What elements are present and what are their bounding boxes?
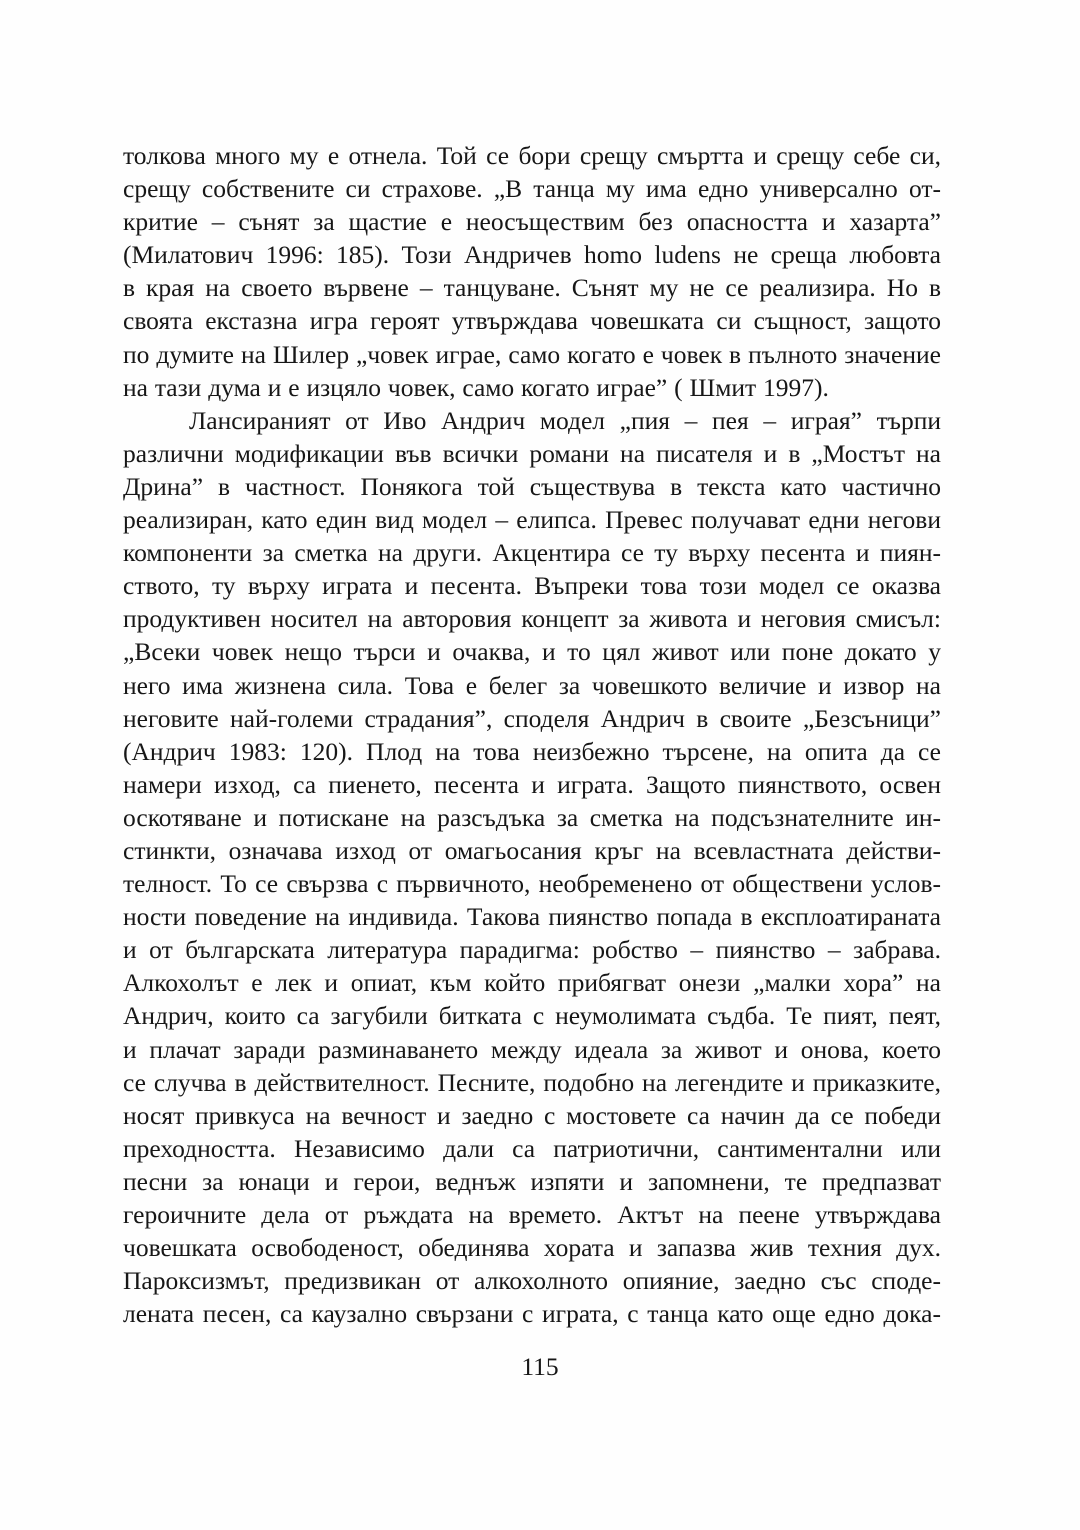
text-line: на тази дума и е изцяло човек, само когато играе” ( Шмит 1997). (123, 372, 829, 402)
text-line: оскотяване и потискане на разсъдъка за сметка на подсъзнателните ин- (123, 802, 941, 832)
text-line: реализиран, като един вид модел – елипса. Превес получават едни негови (123, 505, 941, 535)
text-line: него има жизнена сила. Това е белег за човешкото величие и извор на (123, 670, 941, 700)
text-line: в края на своето вървене – танцуване. Сънят му не се реализира. Но в (123, 273, 941, 303)
text-line: неговите най-големи страдания”, споделя Андрич в своите „Безсъници” (123, 703, 941, 733)
text-line: толкова много му е отнела. Той се бори срещу смъртта и срещу себе си, (123, 141, 941, 170)
paragraph (123, 139, 941, 404)
text-line: ството, ту върху играта и песента. Въпреки това този модел се оказва (123, 571, 941, 601)
text-line: героичните дела от ръждата на времето. Актът на пеене утвърждава (123, 1200, 941, 1229)
text-line: и от българската литература парадигма: робство – пиянство – забрава. (123, 935, 941, 965)
text-line: „Всеки човек нещо търси и очаква, и то цял живот или поне докато у (123, 637, 941, 667)
text-line: своята екстазна игра героят утвърждава човешката си същност, защото (123, 306, 941, 336)
text-line: телност. То се свързва с първичното, необременено от обществени услов- (123, 869, 941, 899)
text-line: преходността. Независимо дали са патриотични, сантиментални или (123, 1133, 941, 1163)
text-block (123, 139, 941, 1330)
text-line: Андрич, които са загубили битката с неумолимата съдба. Те пият, пеят, (123, 1001, 941, 1031)
text-line: компоненти за сметка на други. Акцентира се ту върху песента и пиян- (123, 538, 941, 568)
text-line: Пароксизмът, предизвикан от алкохолното опияние, заедно със споде- (123, 1266, 941, 1296)
text-line: лената песен, са каузално свързани с играта, с танца като още едно дока- (123, 1299, 941, 1329)
text-line: песни за юнаци и герои, веднъж изпяти и запомнени, те предпазват (123, 1166, 941, 1196)
text-line: ности поведение на индивида. Такова пиянство попада в експлоатираната (123, 902, 941, 932)
text-line: намери изход, са пиенето, песента и играта. Защото пиянството, освен (123, 769, 941, 799)
text-line: носят привкуса на вечност и заедно с мостовете са начин да се победи (123, 1100, 941, 1130)
text-line: продуктивен носител на авторовия концепт за живота и неговия смисъл: (123, 604, 941, 634)
text-line: Лансираният от Иво Андрич модел „пия – пея – играя” търпи (189, 405, 941, 435)
text-line: стинкти, означава изход от омагьосания кръг на всевластната действи- (123, 835, 941, 865)
text-line: различни модификации във всички романи на писателя и в „Мостът на (123, 438, 941, 468)
text-line: по думите на Шилер „човек играе, само когато е човек в пълното значение (123, 339, 941, 369)
text-line: (Андрич 1983: 120). Плод на това неизбежно търсене, на опита да се (123, 736, 941, 766)
text-line: Алкохолът е лек и опиат, към който прибягват онези „малки хора” на (123, 968, 941, 998)
text-line: критие – сънят за щастие е неосъществим без опасността и хазарта” (123, 207, 941, 237)
text-line: срещу собствените си страхове. „В танца му има едно универсално от- (123, 174, 941, 204)
text-line: и плачат заради разминаването между идеала за живот и онова, което (123, 1034, 941, 1064)
page-number: 115 (521, 1352, 559, 1381)
text-line: (Милатович 1996: 185). Този Андричев homo ludens не среща любовта (123, 240, 941, 270)
text-line: Дрина” в частност. Понякога той съществува в текста като частично (123, 471, 941, 501)
text-line: се случва в действителност. Песните, подобно на легендите и приказките, (123, 1067, 941, 1097)
text-line: човешката освободеност, обединява хората и запазва жив техния дух. (123, 1233, 941, 1263)
paragraph (123, 404, 941, 1331)
